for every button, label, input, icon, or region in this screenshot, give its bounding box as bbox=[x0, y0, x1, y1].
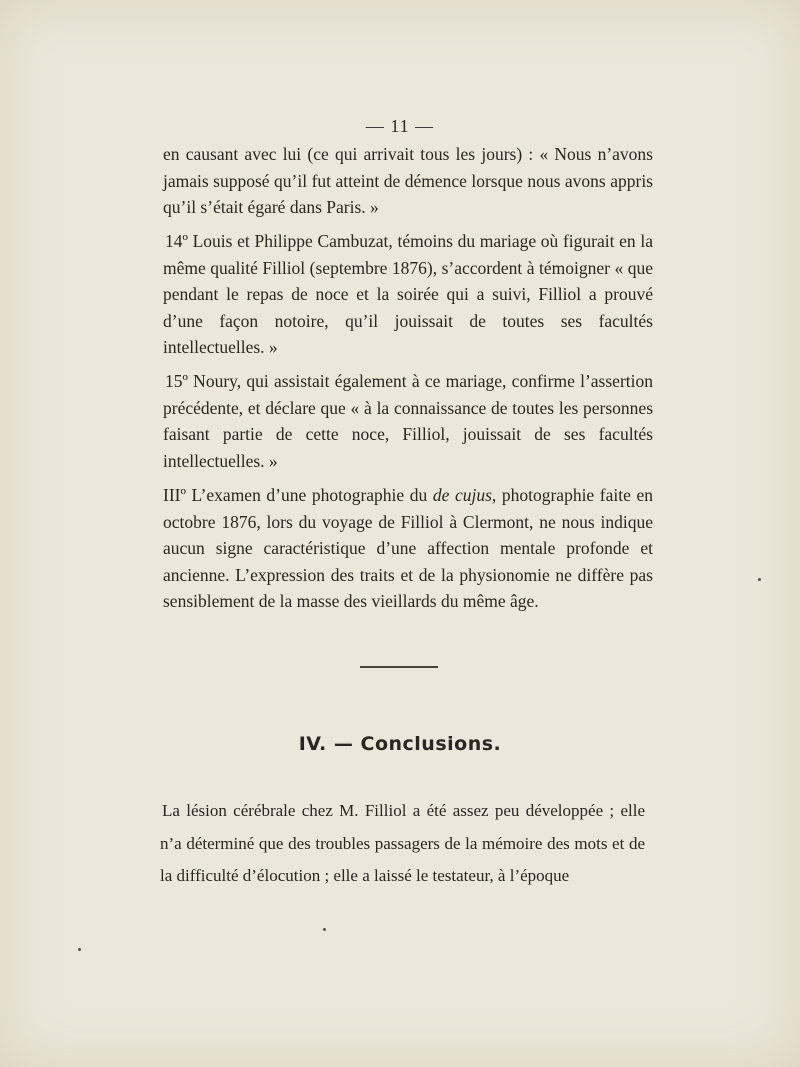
paragraph-1-text: en causant avec lui (ce qui arrivait tous les jours) : « Nous n’avons jamais supposé qu’il fut atteint de démence lorsque nous avons appris qu’il s’était égaré dans Paris. » bbox=[163, 144, 653, 218]
paragraph-witness-15 bbox=[163, 368, 653, 474]
section-title: IV. — Conclusions. bbox=[298, 733, 502, 755]
ink-speck bbox=[758, 578, 761, 581]
paragraph-continuation bbox=[163, 141, 653, 221]
paragraph-4-text bbox=[163, 482, 653, 615]
paragraph-3-text: 15º Noury, qui assistait également à ce mariage, confirme l’assertion précédente, et déclare que « à la connaissance de toutes les personnes faisant partie de cette noce, Filliol, jouissait de ses facultés intellectuelles. » bbox=[163, 371, 653, 471]
paragraph-2-text: 14º Louis et Philippe Cambuzat, témoins du mariage où figurait en la même qualité Filliol (septembre 1876), s’accordent à témoigner « que pendant le repas de noce et la soirée qui a suivi, Filliol a prouvé d’une façon notoire, qu’il jouissait de toutes ses facultés intellectuelles. » bbox=[163, 231, 653, 358]
paragraph-photograph bbox=[163, 482, 653, 615]
paragraph-witness-14 bbox=[163, 228, 653, 361]
ink-speck bbox=[78, 948, 81, 951]
paragraph-5-text: La lésion cérébrale chez M. Filliol a été assez peu développée ; elle n’a déterminé que des troubles passagers de la mémoire des mots et de la difficulté d’élocution ; elle a laissé le testateur, à l’époque bbox=[160, 801, 645, 885]
paragraph-4-after: , photographie faite en octobre 1876, lors du voyage de Filliol à Clermont, ne nous indique aucun signe caractéristique d’une affection mentale profonde et ancienne. L’expression des traits et de la physionomie ne diffère pas sensiblement de la masse des vieillards du même âge. bbox=[163, 485, 653, 612]
paragraph-4-before: IIIº L’examen d’une photographie du bbox=[163, 485, 433, 505]
page-number: — 11 — bbox=[365, 116, 435, 136]
paragraph-conclusion bbox=[160, 795, 645, 893]
ink-speck bbox=[323, 928, 326, 931]
section-divider bbox=[360, 666, 438, 668]
paragraph-4-italic: de cujus bbox=[432, 485, 492, 505]
